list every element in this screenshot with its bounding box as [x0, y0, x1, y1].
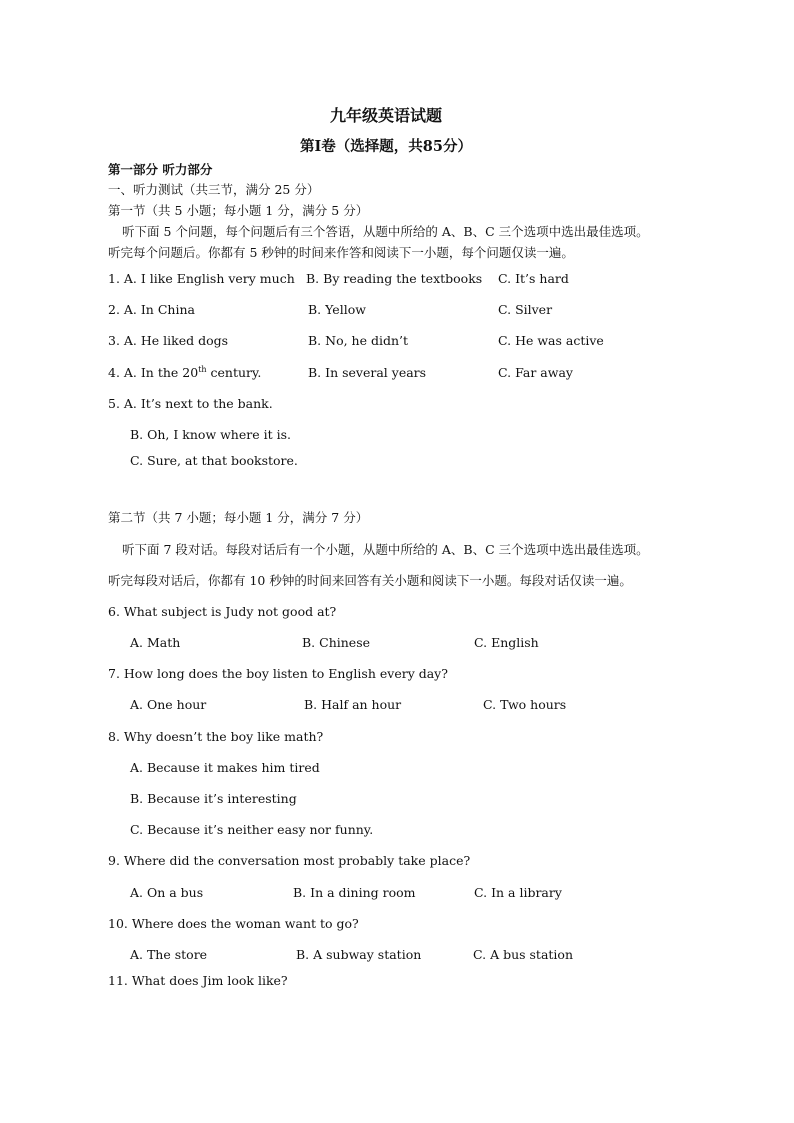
q10-question: 10. Where does the woman want to go? [108, 916, 359, 931]
q4-option-b: B. In several years [308, 365, 427, 380]
q8-option-a: A. Because it makes him tired [130, 760, 320, 775]
q8-option-b: B. Because it’s interesting [130, 791, 297, 806]
q4-option-c: C. Far away [498, 365, 573, 380]
q5-option-b: B. Oh, I know where it is. [130, 427, 291, 442]
section2-instruction-1: 听下面 7 段对话。每段对话后有一个小题，从题中所给的 A、B、C 三个选项中选出最佳选项。 [122, 542, 649, 557]
q10-option-a: A. The store [130, 947, 208, 962]
q5-option-c: C. Sure, at that bookstore. [130, 453, 298, 468]
q10-option-c: C. A bus station [473, 947, 573, 962]
q1-option-b: B. By reading the textbooks [306, 271, 483, 286]
q7-option-c: C. Two hours [483, 697, 567, 712]
q10-option-b: B. A subway station [296, 947, 422, 962]
q4-option-a-text: 4. A. In the 20 [108, 365, 199, 380]
q1-option-c: C. It’s hard [498, 271, 569, 286]
section1-instruction-1: 听下面 5 个问题，每个问题后有三个答语，从题中所给的 A、B、C 三个选项中选出最佳选项。 [122, 224, 649, 239]
q7-question: 7. How long does the boy listen to English every day? [108, 666, 448, 681]
q2-option-c: C. Silver [498, 302, 553, 317]
q3-option-a: 3. A. He liked dogs [108, 333, 229, 348]
q4-superscript: th [198, 364, 207, 374]
page-subtitle: 第Ⅰ卷（选择题，共85分） [300, 138, 472, 155]
part-heading: 第一部分 听力部分 [108, 162, 213, 177]
q6-option-c: C. English [474, 635, 539, 650]
q8-question: 8. Why doesn’t the boy like math? [108, 729, 324, 744]
q4-option-a-suffix: century. [206, 365, 262, 380]
page-title: 九年级英语试题 [330, 106, 443, 125]
q11-question: 11. What does Jim look like? [108, 973, 288, 988]
section2-instruction-2: 听完每段对话后，你都有 10 秒钟的时间来回答有关小题和阅读下一小题。每段对话仅读一遍。 [108, 573, 632, 588]
q4-option-a [108, 365, 261, 381]
q6-question: 6. What subject is Judy not good at? [108, 604, 337, 619]
q2-option-a: 2. A. In China [108, 302, 195, 317]
q6-option-a: A. Math [130, 635, 181, 650]
q3-option-c: C. He was active [498, 333, 604, 348]
test-heading: 一、听力测试（共三节，满分 25 分） [108, 182, 320, 197]
q7-option-a: A. One hour [130, 697, 207, 712]
q3-option-b: B. No, he didn’t [308, 333, 409, 348]
section1-heading: 第一节（共 5 小题；每小题 1 分，满分 5 分） [108, 203, 369, 218]
q1-option-a: 1. A. I like English very much [108, 271, 295, 286]
q5-option-a: 5. A. It’s next to the bank. [108, 396, 273, 411]
section1-instruction-2: 听完每个问题后。你都有 5 秒钟的时间来作答和阅读下一小题，每个问题仅读一遍。 [108, 245, 574, 260]
q9-option-c: C. In a library [474, 885, 562, 900]
q6-option-b: B. Chinese [302, 635, 371, 650]
q7-option-b: B. Half an hour [304, 697, 402, 712]
q8-option-c: C. Because it’s neither easy nor funny. [130, 822, 374, 837]
q9-option-b: B. In a dining room [293, 885, 416, 900]
section2-heading: 第二节（共 7 小题；每小题 1 分，满分 7 分） [108, 510, 369, 525]
q9-option-a: A. On a bus [130, 885, 204, 900]
q9-question: 9. Where did the conversation most probably take place? [108, 853, 471, 868]
q2-option-b: B. Yellow [308, 302, 366, 317]
